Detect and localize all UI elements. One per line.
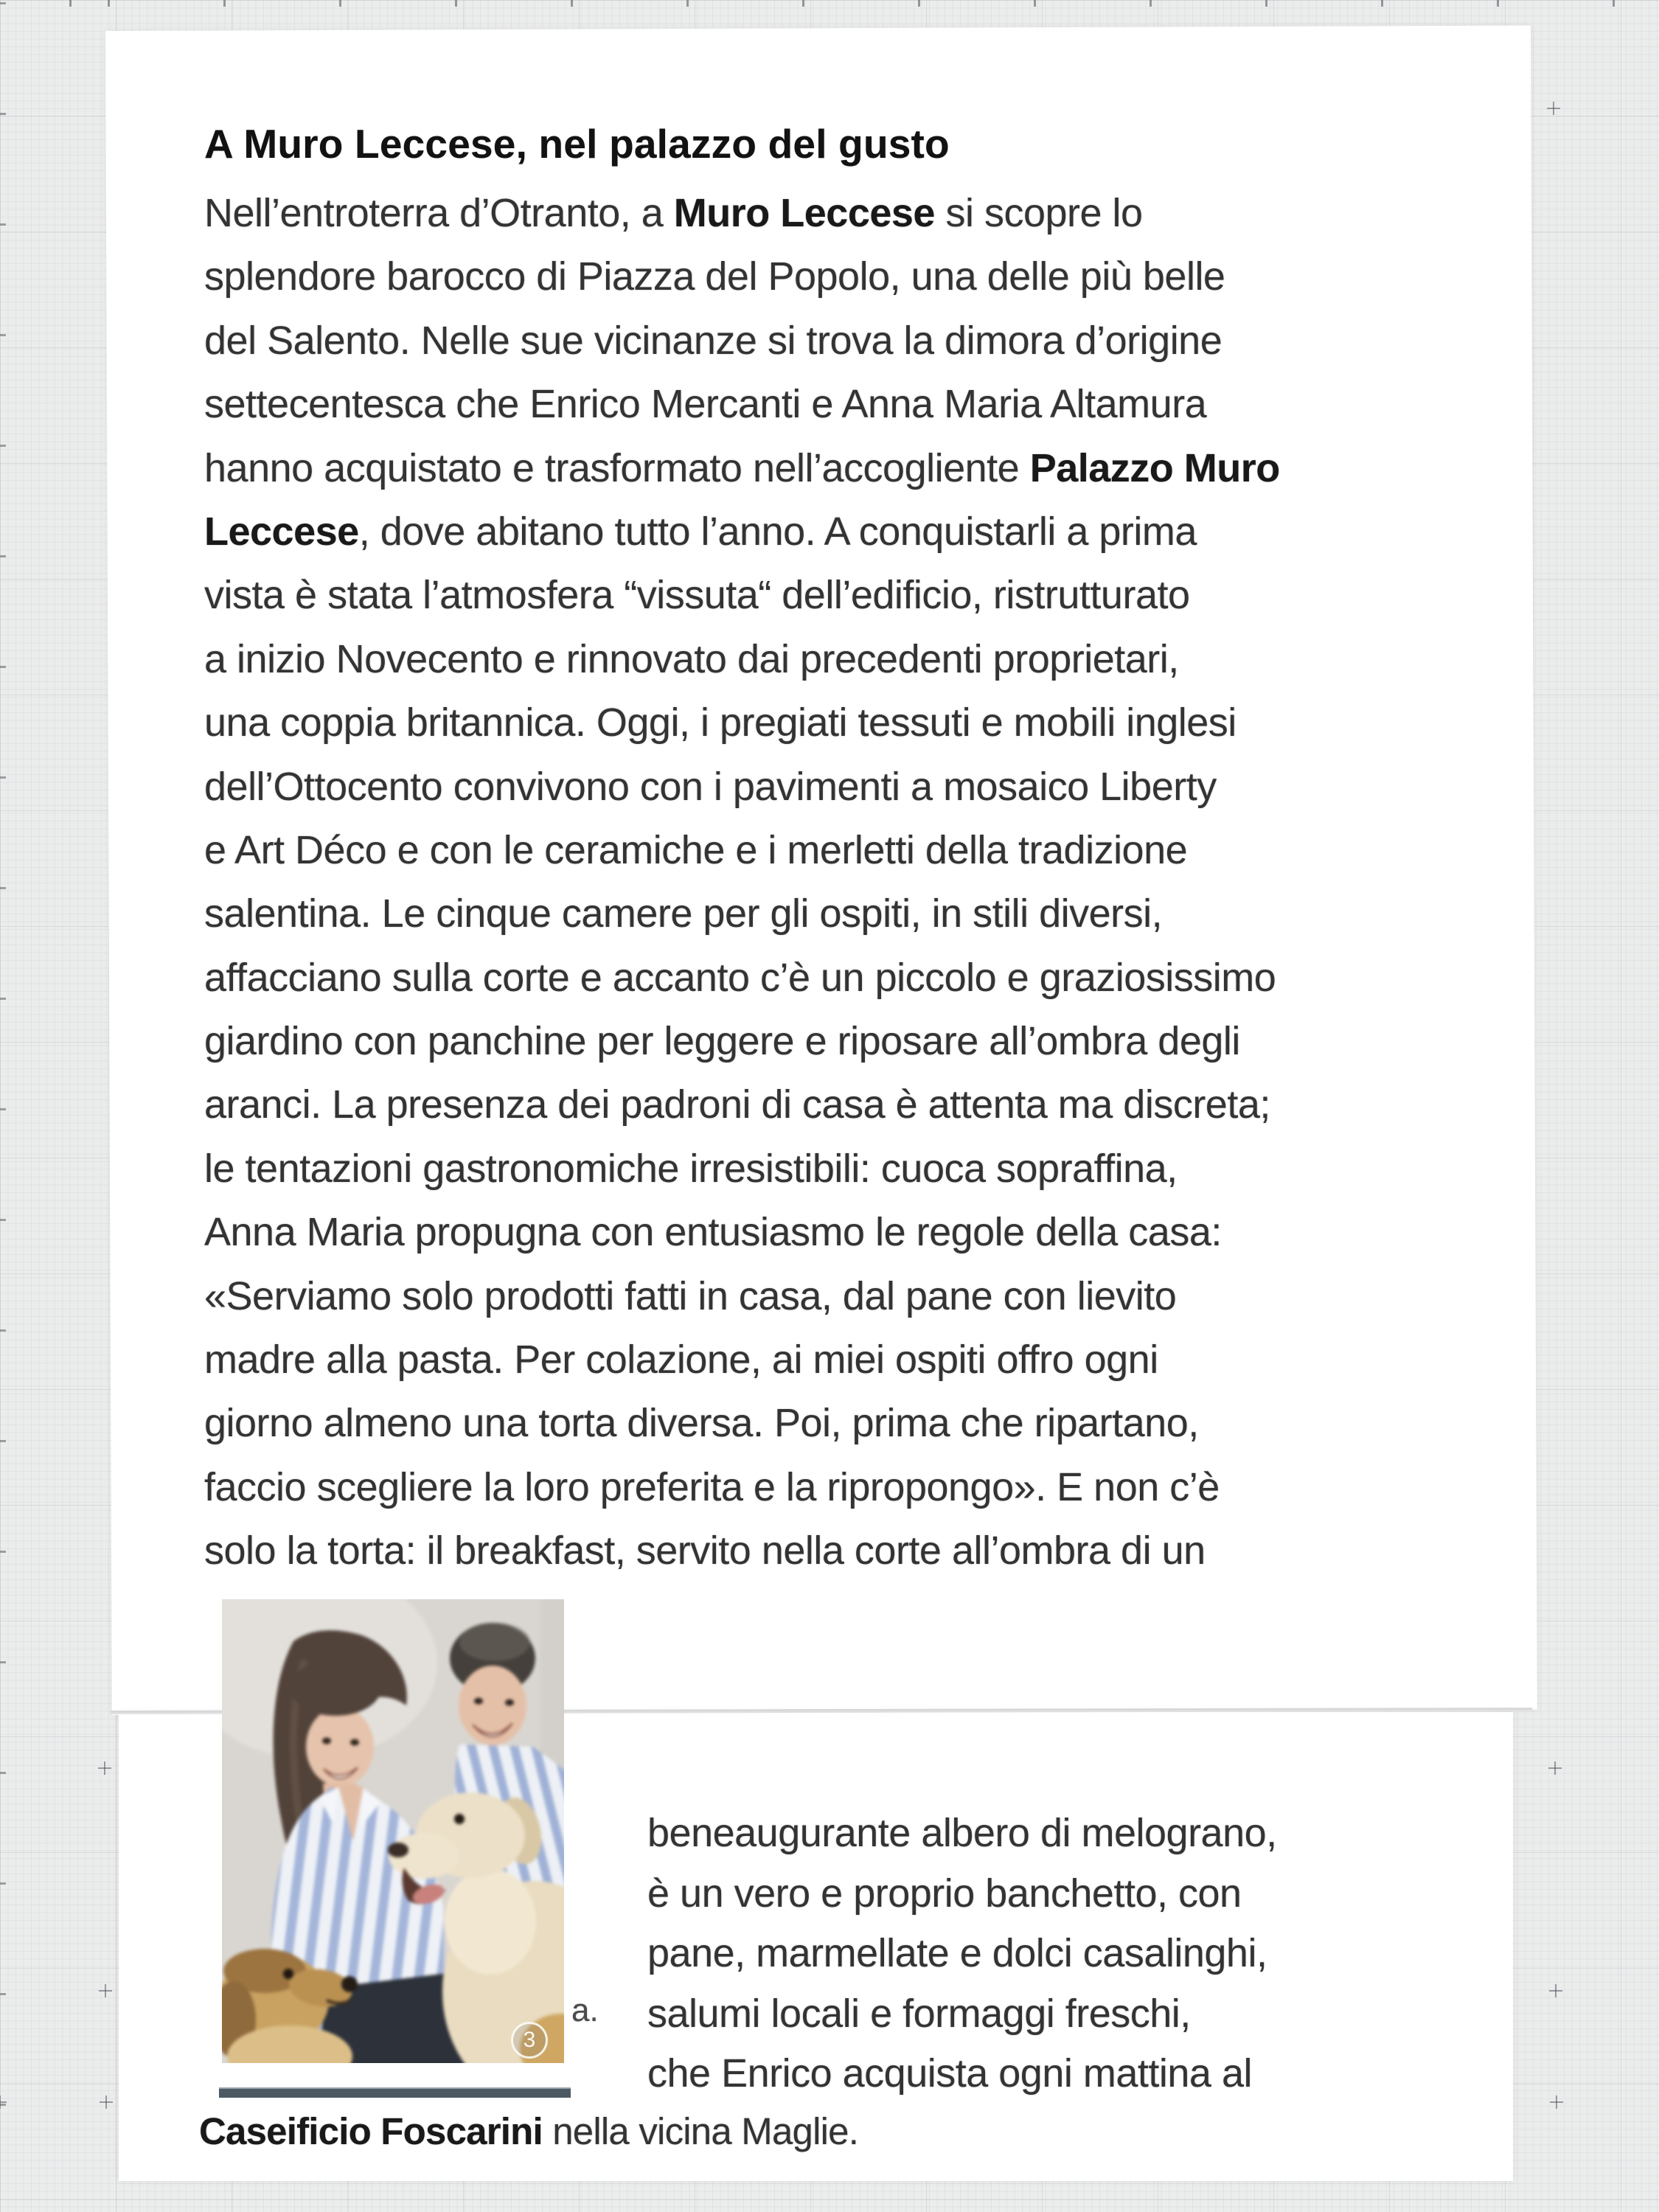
article-line: del Salento. Nelle sue vicinanze si trova la dimora d’origine xyxy=(204,318,1222,363)
article-line: Anna Maria propugna con entusiasmo le regole della casa: xyxy=(204,1210,1222,1255)
article-body xyxy=(204,181,1280,1583)
registration-cross-icon xyxy=(100,2096,113,2109)
article-line: faccio scegliere la loro preferita e la ripropongo». E non c’è xyxy=(204,1464,1220,1509)
article-line: giardino con panchine per leggere e riposare all’ombra degli xyxy=(204,1019,1240,1064)
article-line: madre alla pasta. Per colazione, ai miei ospiti offro ogni xyxy=(204,1338,1158,1382)
article-line: pane, marmellate e dolci casalinghi, xyxy=(647,1931,1267,1975)
article-line: vista è stata l’atmosfera “vissuta“ dell’edificio, ristrutturato xyxy=(204,573,1190,618)
grid-ticks-top xyxy=(0,0,1659,7)
article-line: una coppia britannica. Oggi, i pregiati tessuti e mobili inglesi xyxy=(204,700,1237,745)
article-line: che Enrico acquista ogni mattina al xyxy=(647,2051,1252,2096)
registration-cross-icon xyxy=(98,1761,111,1775)
article-line: le tentazioni gastronomiche irresistibili: cuoca sopraffina, xyxy=(204,1146,1178,1191)
article-line: solo la torta: il breakfast, servito nella corte all’ombra di un xyxy=(204,1528,1206,1573)
article-line: è un vero e proprio banchetto, con xyxy=(647,1871,1242,1916)
registration-cross-icon xyxy=(0,2096,7,2109)
registration-cross-icon xyxy=(1547,102,1560,115)
article-line: Leccese, dove abitano tutto l’anno. A conquistarli a prima xyxy=(204,509,1197,554)
article-line: settecentesca che Enrico Mercanti e Anna Maria Altamura xyxy=(204,382,1207,427)
article-line: affacciano sulla corte e accanto c’è un piccolo e graziosissimo xyxy=(204,955,1276,1000)
article-line: salentina. Le cinque camere per gli ospiti, in stili diversi, xyxy=(204,891,1163,936)
registration-cross-icon xyxy=(99,1984,112,1997)
registration-cross-icon xyxy=(1548,1761,1562,1775)
article-line: giorno almeno una torta diversa. Poi, prima che ripartano, xyxy=(204,1401,1199,1446)
article-line: dell’Ottocento convivono con i pavimenti a mosaico Liberty xyxy=(204,764,1217,809)
photo-credit-badge: 3 xyxy=(511,2022,548,2059)
couple-with-dogs-photo xyxy=(222,1599,564,2063)
article-line: a inizio Novecento e rinnovato dai precedenti proprietari, xyxy=(204,636,1179,681)
article-line: Nell’entroterra d’Otranto, a Muro Leccese si scopre lo xyxy=(204,191,1143,235)
article-line: e Art Déco e con le ceramiche e i merletti della tradizione xyxy=(204,827,1188,872)
article-line: «Serviamo solo prodotti fatti in casa, dal pane con lievito xyxy=(204,1273,1177,1318)
article-closing-line: Caseificio Foscarini nella vicina Maglie. xyxy=(199,2110,859,2152)
article-line: beneaugurante albero di melograno, xyxy=(647,1811,1277,1855)
article-title: A Muro Leccese, nel palazzo del gusto xyxy=(204,121,950,167)
article-line: splendore barocco di Piazza del Popolo, una delle più belle xyxy=(204,254,1225,299)
grid-ticks-left xyxy=(0,0,6,2212)
article-right-column xyxy=(647,1804,1277,2104)
photo-bottom-bar xyxy=(219,2087,571,2098)
registration-cross-icon xyxy=(1549,1984,1562,1997)
photo-illustration xyxy=(222,1599,564,2063)
registration-cross-icon xyxy=(1550,2096,1563,2109)
article-line: salumi locali e formaggi freschi, xyxy=(647,1991,1191,2036)
cropped-text-fragment: a. xyxy=(571,1992,599,2028)
article-line: aranci. La presenza dei padroni di casa è attenta ma discreta; xyxy=(204,1082,1270,1127)
article-line: hanno acquistato e trasformato nell’accogliente Palazzo Muro xyxy=(204,445,1280,490)
